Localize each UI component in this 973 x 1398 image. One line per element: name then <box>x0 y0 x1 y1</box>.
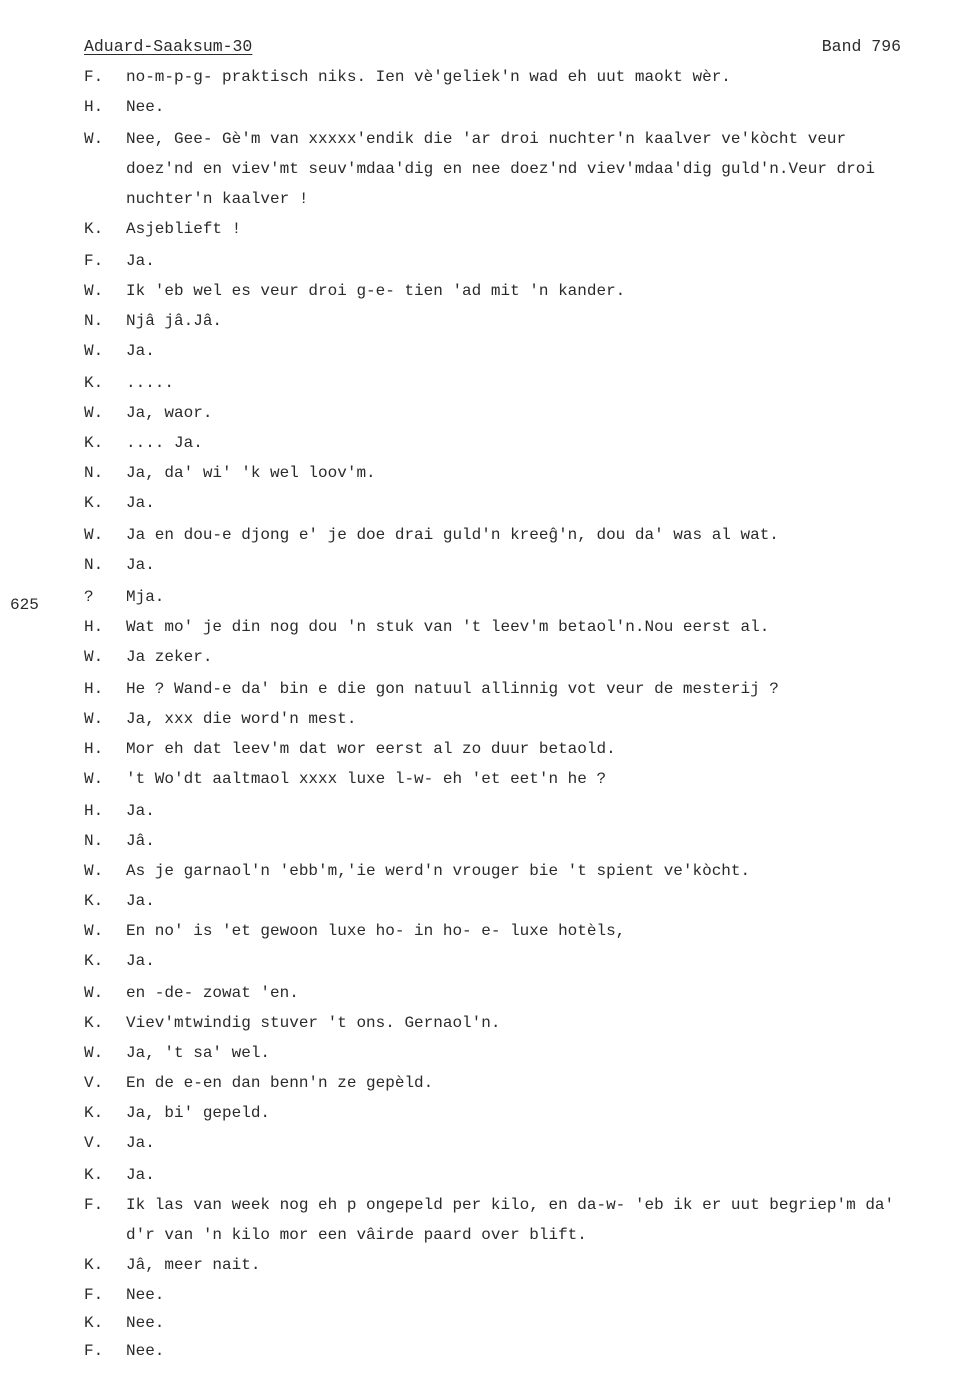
speaker-label: W. <box>84 710 104 728</box>
header-left-title: Aduard-Saaksum-30 <box>84 37 253 56</box>
speaker-label: W. <box>84 770 104 788</box>
transcript-line <box>84 462 376 484</box>
speaker-label: F. <box>84 1342 104 1360</box>
speaker-label: V. <box>84 1074 104 1092</box>
transcript-line <box>126 158 875 180</box>
speaker-label: F. <box>84 252 104 270</box>
transcript-line <box>84 128 846 150</box>
utterance-text: Njâ jâ.Jâ. <box>126 312 223 330</box>
speaker-label: K. <box>84 1314 104 1332</box>
transcript-line <box>84 432 203 454</box>
speaker-label: N. <box>84 832 104 850</box>
utterance-text: As je garnaol'n 'ebb'm,'ie werd'n vrouger bie 't spient ve'kòcht. <box>126 862 751 880</box>
transcript-line <box>84 1102 270 1124</box>
speaker-label: W. <box>84 984 104 1002</box>
utterance-text: Jâ, meer nait. <box>126 1256 261 1274</box>
transcript-line <box>84 492 155 514</box>
utterance-text: d'r van 'n kilo mor een vâirde paard over blift. <box>126 1226 587 1244</box>
utterance-text: Mja. <box>126 588 165 606</box>
transcript-line <box>84 1340 164 1362</box>
transcript-line <box>84 96 164 118</box>
transcript-line <box>84 218 241 240</box>
utterance-text: 't Wo'dt aaltmaol xxxx luxe l-w- eh 'et eet'n he ? <box>126 770 607 788</box>
speaker-label: F. <box>84 1286 104 1304</box>
speaker-label: W. <box>84 282 104 300</box>
transcript-line <box>84 646 212 668</box>
utterance-text: Jâ. <box>126 832 155 850</box>
transcript-line <box>84 800 155 822</box>
transcript-line <box>84 860 750 882</box>
transcript-line <box>84 616 769 638</box>
speaker-label: W. <box>84 648 104 666</box>
speaker-label: ? <box>84 588 94 606</box>
utterance-text: Ja. <box>126 892 155 910</box>
utterance-text: Nee, Gee- Gè'm van xxxxx'endik die 'ar droi nuchter'n kaalver ve'kòcht veur <box>126 130 847 148</box>
transcript-line <box>126 188 308 210</box>
utterance-text: Nee. <box>126 98 165 116</box>
utterance-text: nuchter'n kaalver ! <box>126 190 309 208</box>
speaker-label: F. <box>84 68 104 86</box>
transcript-line <box>84 1042 270 1064</box>
utterance-text: Ja, 't sa' wel. <box>126 1044 271 1062</box>
speaker-label: W. <box>84 404 104 422</box>
speaker-label: H. <box>84 98 104 116</box>
speaker-label: K. <box>84 892 104 910</box>
transcript-line <box>84 1254 260 1276</box>
speaker-label: W. <box>84 130 104 148</box>
speaker-label: N. <box>84 556 104 574</box>
transcript-line <box>84 524 779 546</box>
transcript-line <box>84 554 155 576</box>
speaker-label: W. <box>84 526 104 544</box>
utterance-text: .... Ja. <box>126 434 203 452</box>
speaker-label: H. <box>84 618 104 636</box>
transcript-line <box>84 678 779 700</box>
speaker-label: K. <box>84 374 104 392</box>
speaker-label: H. <box>84 680 104 698</box>
transcript-line <box>84 1194 894 1216</box>
transcript-line <box>84 738 616 760</box>
utterance-text: no-m-p-g- praktisch niks. Ien vè'geliek'n wad eh uut maokt wèr. <box>126 68 731 86</box>
speaker-label: K. <box>84 1014 104 1032</box>
utterance-text: Ja. <box>126 342 155 360</box>
utterance-text: Ja. <box>126 556 155 574</box>
utterance-text: Ja. <box>126 802 155 820</box>
transcript-line <box>84 830 155 852</box>
transcript-line <box>84 1132 155 1154</box>
utterance-text: ..... <box>126 374 175 392</box>
utterance-text: Ja, xxx die word'n mest. <box>126 710 357 728</box>
utterance-text: Nee. <box>126 1342 165 1360</box>
utterance-text: Nee. <box>126 1286 165 1304</box>
transcript-line <box>84 372 174 394</box>
transcript-line <box>126 1224 587 1246</box>
transcript-line <box>84 1284 164 1306</box>
utterance-text: Ja, da' wi' 'k wel loov'm. <box>126 464 376 482</box>
speaker-label: W. <box>84 342 104 360</box>
transcript-line <box>84 402 212 424</box>
speaker-label: K. <box>84 952 104 970</box>
transcript-line <box>84 1072 433 1094</box>
utterance-text: en -de- zowat 'en. <box>126 984 299 1002</box>
speaker-label: W. <box>84 922 104 940</box>
transcript-line <box>84 768 606 790</box>
speaker-label: K. <box>84 1104 104 1122</box>
speaker-label: K. <box>84 1256 104 1274</box>
transcript-line <box>84 340 155 362</box>
transcript-line <box>84 920 625 942</box>
speaker-label: K. <box>84 220 104 238</box>
utterance-text: Ja. <box>126 1166 155 1184</box>
transcript-line <box>84 950 155 972</box>
speaker-label: V. <box>84 1134 104 1152</box>
transcript-line <box>84 1012 500 1034</box>
utterance-text: Ja. <box>126 952 155 970</box>
utterance-text: En de e-en dan benn'n ze gepèld. <box>126 1074 434 1092</box>
transcript-line <box>84 586 164 608</box>
utterance-text: Ja, bi' gepeld. <box>126 1104 271 1122</box>
speaker-label: F. <box>84 1196 104 1214</box>
transcript-line <box>84 708 356 730</box>
utterance-text: doez'nd en viev'mt seuv'mdaa'dig en nee doez'nd viev'mdaa'dig guld'n.Veur droi <box>126 160 875 178</box>
utterance-text: Viev'mtwindig stuver 't ons. Gernaol'n. <box>126 1014 501 1032</box>
header-band-number: Band 796 <box>821 37 901 56</box>
speaker-label: K. <box>84 1166 104 1184</box>
speaker-label: H. <box>84 740 104 758</box>
utterance-text: Ja. <box>126 1134 155 1152</box>
utterance-text: Ja. <box>126 252 155 270</box>
transcript-line <box>84 250 155 272</box>
transcript-line <box>84 890 155 912</box>
speaker-label: N. <box>84 464 104 482</box>
speaker-label: N. <box>84 312 104 330</box>
transcript-line <box>84 66 731 88</box>
speaker-label: K. <box>84 434 104 452</box>
speaker-label: W. <box>84 1044 104 1062</box>
utterance-text: En no' is 'et gewoon luxe ho- in ho- e- luxe hotèls, <box>126 922 626 940</box>
utterance-text: Ja, waor. <box>126 404 213 422</box>
utterance-text: Nee. <box>126 1314 165 1332</box>
transcript-line <box>84 982 299 1004</box>
transcript-line <box>84 280 625 302</box>
utterance-text: Ja zeker. <box>126 648 213 666</box>
utterance-text: Ik las van week nog eh p ongepeld per kilo, en da-w- 'eb ik er uut begriep'm da' <box>126 1196 895 1214</box>
transcript-line <box>84 1164 155 1186</box>
speaker-label: K. <box>84 494 104 512</box>
margin-number: 625 <box>10 596 39 614</box>
utterance-text: He ? Wand-e da' bin e die gon natuul allinnig vot veur de mesterij ? <box>126 680 779 698</box>
transcript-line <box>84 310 222 332</box>
utterance-text: Ja. <box>126 494 155 512</box>
speaker-label: H. <box>84 802 104 820</box>
utterance-text: Wat mo' je din nog dou 'n stuk van 't leev'm betaol'n.Nou eerst al. <box>126 618 770 636</box>
utterance-text: Mor eh dat leev'm dat wor eerst al zo duur betaold. <box>126 740 616 758</box>
speaker-label: W. <box>84 862 104 880</box>
utterance-text: Ik 'eb wel es veur droi g-e- tien 'ad mit 'n kander. <box>126 282 626 300</box>
utterance-text: Ja en dou-e djong e' je doe drai guld'n kreeĝ'n, dou da' was al wat. <box>126 526 779 544</box>
transcript-line <box>84 1312 164 1334</box>
utterance-text: Asjeblieft ! <box>126 220 242 238</box>
